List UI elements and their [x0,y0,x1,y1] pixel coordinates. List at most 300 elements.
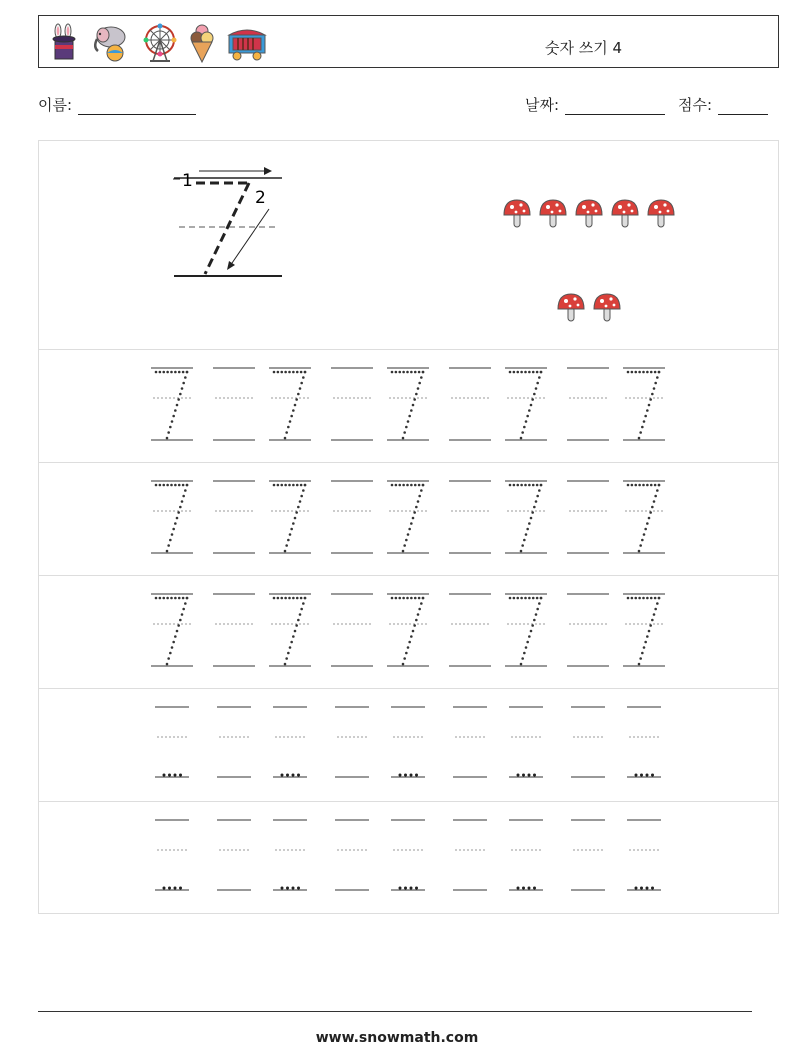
writing-slot[interactable] [627,820,661,890]
trace-dot [277,484,280,487]
trace-dot [638,597,641,600]
score-line[interactable] [718,99,768,115]
trace-dot [521,431,524,434]
trace-dot [414,484,417,487]
trace-dot [174,597,177,600]
trace-dot [179,774,182,777]
trace-dot [407,646,410,649]
writing-slot[interactable] [217,820,251,890]
date-field [525,94,665,115]
trace-dot [181,613,184,616]
trace-dot [286,887,289,890]
trace-digit-slot[interactable] [387,594,429,666]
trace-dot [526,641,529,644]
trace-dot [170,371,173,374]
trace-dot [635,774,638,777]
mushroom-icon [612,200,638,227]
trace-dot [169,539,172,542]
trace-dot [178,484,181,487]
practice-row-4 [39,689,778,802]
trace-dot [653,613,656,616]
trace-dot [285,431,288,434]
trace-dot [182,371,185,374]
trace-dot [174,887,177,890]
trace-dot [523,426,526,429]
trace-dot [638,371,641,374]
trace-dot [533,393,536,396]
blank-slot[interactable] [567,594,609,666]
trace-dot [179,506,182,509]
trace-dot [520,663,523,666]
trace-dot [651,619,654,622]
trace-dot [524,597,527,600]
trace-dot [292,409,295,412]
trace-dot [179,619,182,622]
trace-dot [422,597,425,600]
trace-dot [509,484,512,487]
trace-dot [638,550,641,553]
trace-dot [177,624,180,627]
trace-dot [166,371,169,374]
trace-dot [273,484,276,487]
practice-area [38,140,779,914]
trace-row-2 [39,463,778,576]
trace-dot [287,652,290,655]
trace-dot [650,371,653,374]
trace-dot [651,506,654,509]
trace-dot [536,484,539,487]
trace-dot [403,544,406,547]
blank-slot[interactable] [567,481,609,553]
writing-slot[interactable] [217,707,251,777]
circus-elephant-icon [91,23,131,63]
trace-dot [536,597,539,600]
trace-dot [167,657,170,660]
trace-dot [413,511,416,514]
trace-dot [395,371,398,374]
trace-dot [281,887,284,890]
trace-dot [176,517,179,520]
trace-dot [638,437,641,440]
trace-dot [420,489,423,492]
trace-dot [627,597,630,600]
trace-dot [294,630,297,633]
trace-dot [292,371,295,374]
trace-dot [176,404,179,407]
trace-dot [181,387,184,390]
stroke-2-path [205,183,249,274]
writing-slot[interactable] [571,707,605,777]
trace-dot [402,437,405,440]
trace-dot [406,371,409,374]
trace-dot [179,887,182,890]
trace-dot [159,597,162,600]
trace-dot [292,484,295,487]
trace-dot [415,393,418,396]
trace-dot [174,409,177,412]
trace-dot [650,484,653,487]
trace-dot [648,404,651,407]
writing-slot[interactable] [155,820,189,890]
trace-dot [405,426,408,429]
trace-dot [415,774,418,777]
trace-dot [184,602,187,605]
trace-digit-slot[interactable] [269,481,311,553]
trace-dot [521,544,524,547]
trace-dot [513,597,516,600]
trace-dot [646,522,649,525]
mushroom-icon [558,294,584,321]
trace-dot [399,774,402,777]
footer-url[interactable]: www.snowmath.com [315,1030,479,1046]
trace-digit-slot[interactable] [151,594,193,666]
trace-digit-slot[interactable] [505,481,547,553]
trace-dot [650,597,653,600]
trace-dot [532,597,535,600]
trace-dot [289,420,292,423]
trace-dot [656,602,659,605]
blank-slot[interactable] [567,368,609,440]
trace-dot [405,539,408,542]
date-line[interactable] [565,99,665,115]
trace-dot [538,489,541,492]
trace-dot [530,517,533,520]
trace-dot [418,382,421,385]
trace-dot [513,484,516,487]
blank-slot[interactable] [331,368,373,440]
trace-dot [418,371,421,374]
trace-dot [417,500,420,503]
trace-dot [155,597,158,600]
trace-dot [280,597,283,600]
trace-dot [418,608,421,611]
trace-dot [302,602,305,605]
trace-dot [167,431,170,434]
trace-dot [295,398,298,401]
trace-dot [300,484,303,487]
trace-dot [174,371,177,374]
trace-dot [538,602,541,605]
trace-dot [169,426,172,429]
trace-dot [533,774,536,777]
header-box [38,15,779,68]
trace-dot [631,597,634,600]
name-label: 이름: [38,96,73,114]
trace-dot [300,608,303,611]
trace-dot [522,774,525,777]
trace-dot [297,887,300,890]
trace-dot [178,371,181,374]
trace-dot [414,597,417,600]
trace-dot [520,597,523,600]
writing-slot[interactable] [273,707,307,777]
writing-slot[interactable] [335,820,369,890]
trace-dot [656,489,659,492]
blank-slot[interactable] [331,481,373,553]
trace-dot [528,484,531,487]
trace-row-1 [39,350,778,463]
trace-dot [302,376,305,379]
trace-dot [172,528,175,531]
ferris-wheel-icon [141,23,179,63]
trace-dot [528,522,531,525]
trace-dot [176,630,179,633]
trace-dot [524,484,527,487]
trace-dot [509,597,512,600]
blank-slot[interactable] [449,368,491,440]
trace-dot [415,887,418,890]
trace-dot [398,484,401,487]
trace-dot [391,484,394,487]
trace-dot [292,887,295,890]
date-label: 날짜: [525,96,560,114]
trace-dot [284,550,287,553]
trace-dot [653,500,656,503]
trace-dot [412,517,415,520]
score-label: 점수: [678,96,713,114]
name-field [38,94,196,115]
trace-dot [289,646,292,649]
trace-dot [417,613,420,616]
trace-dot [290,641,293,644]
trace-dot [182,484,185,487]
trace-dot [172,641,175,644]
trace-dot [639,657,642,660]
trace-digit-slot[interactable] [269,368,311,440]
trace-dot [654,495,657,498]
trace-dot [166,550,169,553]
trace-dot [184,489,187,492]
trace-dot [513,371,516,374]
trace-digit-slot[interactable] [623,481,665,553]
trace-digit-slot[interactable] [151,481,193,553]
trace-dot [304,371,307,374]
trace-dot [292,597,295,600]
trace-dot [410,522,413,525]
trace-digit-slot[interactable] [151,368,193,440]
trace-dot [656,376,659,379]
trace-dot [528,635,531,638]
trace-dot [288,484,291,487]
name-line[interactable] [78,99,196,115]
trace-dot [640,774,643,777]
trace-dot [520,437,523,440]
trace-dot [402,371,405,374]
writing-slot[interactable] [155,707,189,777]
trace-dot [296,484,299,487]
trace-dot [410,635,413,638]
trace-dot [528,371,531,374]
trace-dot [277,371,280,374]
trace-dot [523,652,526,655]
trace-dot [642,371,645,374]
trace-dot [407,420,410,423]
trace-dot [634,597,637,600]
trace-dot [296,371,299,374]
trace-dot [643,533,646,536]
trace-dot [277,597,280,600]
trace-dot [287,426,290,429]
trace-dot [646,774,649,777]
writing-slot[interactable] [509,707,543,777]
trace-dot [300,371,303,374]
trace-dot [646,371,649,374]
writing-slot[interactable] [453,707,487,777]
trace-dot [404,887,407,890]
mushroom-icon [504,200,530,227]
trace-dot [638,484,641,487]
digit-demo [39,141,778,350]
trace-dot [186,484,189,487]
trace-dot [406,597,409,600]
trace-dot [410,597,413,600]
trace-row-1-svg [39,350,778,463]
trace-dot [631,484,634,487]
trace-dot [408,415,411,418]
trace-dot [649,624,652,627]
stroke-2-label: 2 [255,188,266,208]
trace-dot [646,409,649,412]
trace-dot [408,641,411,644]
trace-dot [296,597,299,600]
trace-dot [402,550,405,553]
trace-digit-slot[interactable] [387,368,429,440]
trace-dot [422,484,425,487]
trace-dot [284,597,287,600]
trace-dot [166,597,169,600]
writing-slot[interactable] [627,707,661,777]
trace-row-2-svg [39,463,778,576]
trace-dot [540,484,543,487]
writing-slot[interactable] [509,820,543,890]
trace-dot [525,420,528,423]
trace-dot [651,774,654,777]
trace-dot [658,484,661,487]
trace-dot [404,774,407,777]
trace-dot [408,528,411,531]
trace-dot [418,495,421,498]
score-field [678,94,768,115]
trace-dot [299,613,302,616]
blank-slot[interactable] [213,594,255,666]
blank-slot[interactable] [331,594,373,666]
trace-dot [649,398,652,401]
trace-dot [295,511,298,514]
writing-slot[interactable] [391,820,425,890]
writing-slot[interactable] [453,820,487,890]
trace-dot [538,376,541,379]
trace-dot [634,371,637,374]
trace-digit-slot[interactable] [269,594,311,666]
trace-dot [402,663,405,666]
trace-dot [526,415,529,418]
trace-dot [280,371,283,374]
trace-dot [536,371,539,374]
blank-slot[interactable] [213,368,255,440]
trace-digit-slot[interactable] [505,368,547,440]
trace-dot [159,371,162,374]
trace-dot [273,371,276,374]
trace-digit-slot[interactable] [623,594,665,666]
trace-dot [412,404,415,407]
trace-dot [627,484,630,487]
trace-dot [292,774,295,777]
trace-dot [300,597,303,600]
trace-dot [174,522,177,525]
practice-row-5 [39,802,778,914]
trace-dot [297,774,300,777]
trace-dot [658,597,661,600]
trace-dot [280,484,283,487]
trace-dot [516,371,519,374]
trace-dot [646,484,649,487]
trace-dot [170,597,173,600]
mushroom-icon [648,200,674,227]
trace-dot [639,431,642,434]
trace-digit-slot[interactable] [623,368,665,440]
trace-digit-slot[interactable] [387,481,429,553]
trace-dot [182,382,185,385]
trace-dot [509,371,512,374]
blank-slot[interactable] [213,481,255,553]
trace-dot [171,420,174,423]
trace-dot [653,387,656,390]
trace-dot [171,646,174,649]
trace-dot [516,484,519,487]
footer-divider [38,1011,752,1012]
trace-dot [526,528,529,531]
trace-dot [410,484,413,487]
trace-dot [641,426,644,429]
trace-dot [521,657,524,660]
mushroom-icon [540,200,566,227]
writing-slot[interactable] [335,707,369,777]
trace-dot [414,371,417,374]
trace-dot [294,517,297,520]
circus-wagon-icon [225,23,269,63]
trace-dot [273,597,276,600]
trace-dot [290,415,293,418]
page-title: 숫자 쓰기 4 [545,39,623,57]
trace-dot [641,539,644,542]
trace-dot [646,887,649,890]
blank-slot[interactable] [449,481,491,553]
trace-dot [295,624,298,627]
trace-dot [641,652,644,655]
mushroom-icon [594,294,620,321]
trace-dot [302,489,305,492]
trace-dot [281,774,284,777]
trace-dot [166,484,169,487]
trace-dot [413,624,416,627]
trace-dot [413,398,416,401]
trace-dot [535,613,538,616]
trace-dot [284,663,287,666]
trace-dot [398,371,401,374]
trace-dot [163,887,166,890]
trace-dot [159,484,162,487]
trace-digit-slot[interactable] [505,594,547,666]
writing-slot[interactable] [571,820,605,890]
trace-dot [410,409,413,412]
trace-dot [648,630,651,633]
writing-slot[interactable] [273,820,307,890]
trace-dot [181,500,184,503]
writing-slot[interactable] [391,707,425,777]
blank-slot[interactable] [449,594,491,666]
trace-dot [285,657,288,660]
trace-dot [648,517,651,520]
